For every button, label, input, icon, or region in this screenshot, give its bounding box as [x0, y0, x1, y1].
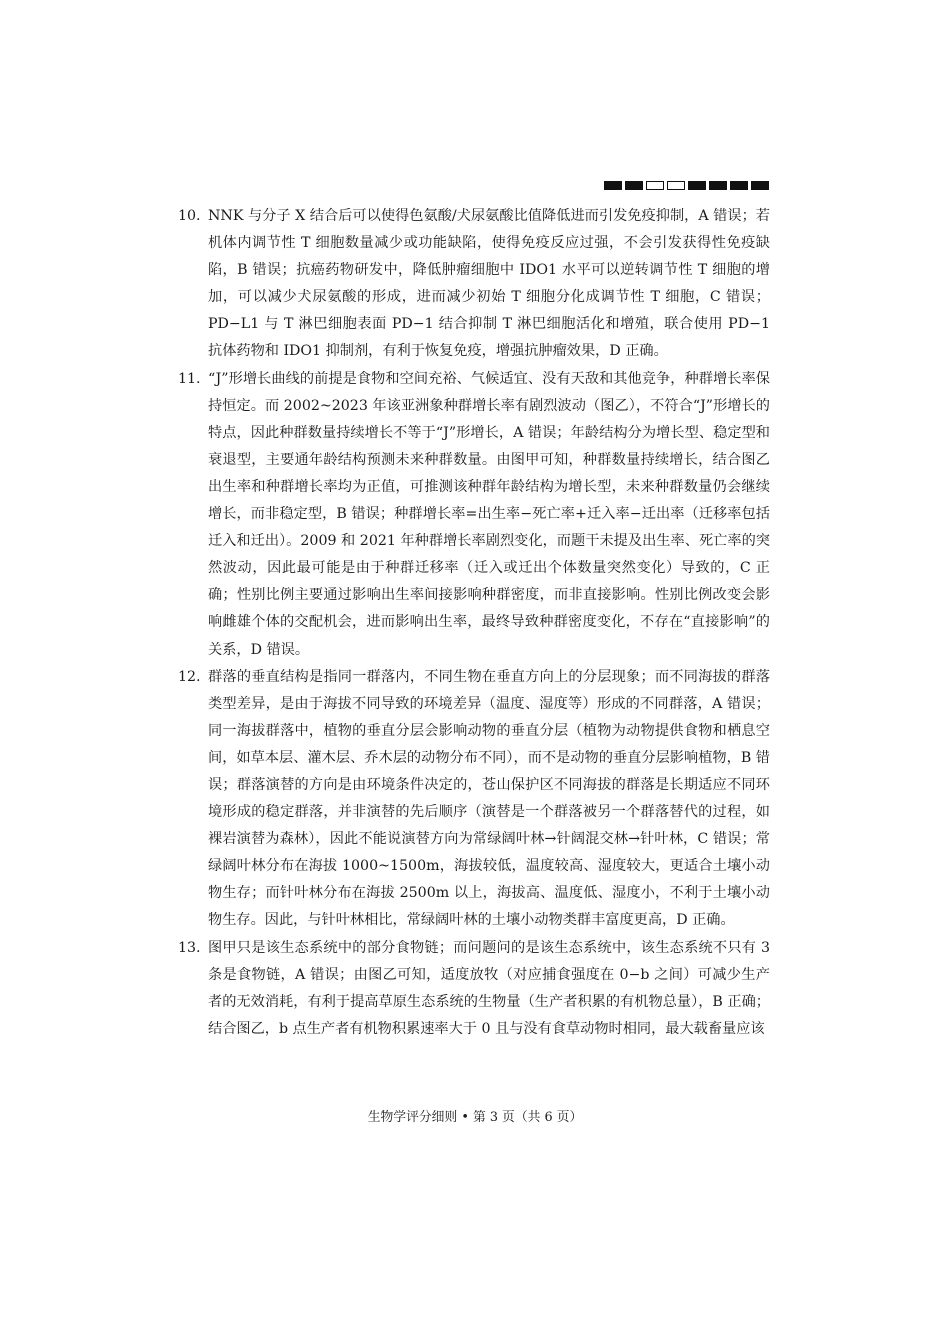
- filled-square-mark: [688, 181, 706, 190]
- item-number: 12.: [178, 668, 201, 685]
- answer-item-10: [178, 203, 770, 366]
- filled-square-mark: [751, 181, 769, 190]
- answer-explanations: [178, 203, 770, 1043]
- item-text: NNK 与分子 X 结合后可以使得色氨酸/犬尿氨酸比值降低进而引发免疫抑制，A 错误；若机体内调节性 T 细胞数量减少或功能缺陷，使得免疫反应过强，不会引发获得性免疫缺陷，B 错误；抗癌药物研发中，降低肿瘤细胞中 IDO1 水平可以逆转调节性 T 细胞的增加，可以减少犬尿氨酸的形成，进而减少初始 T 细胞分化成调节性 T 细胞，C 错误；PD−L1 与 T 淋巴细胞表面 PD−1 结合抑制 T 淋巴细胞活化和增殖，联合使用 PD−1 抗体药物和 IDO1 抑制剂，有利于恢复免疫，增强抗肿瘤效果，D 正确。: [208, 208, 770, 360]
- hollow-square-mark: [646, 181, 664, 190]
- page-footer: 生物学评分细则 • 第 3 页（共 6 页）: [367, 1110, 583, 1125]
- hollow-square-mark: [667, 181, 685, 190]
- item-number: 13.: [178, 939, 201, 956]
- answer-item-13: [178, 935, 770, 1043]
- answer-item-12: [178, 664, 770, 935]
- item-number: 11.: [178, 370, 201, 387]
- filled-square-mark: [625, 181, 643, 190]
- filled-square-mark: [730, 181, 748, 190]
- answer-item-11: [178, 366, 770, 664]
- filled-square-mark: [709, 181, 727, 190]
- item-text: “J”形增长曲线的前提是食物和空间充裕、气候适宜、没有天敌和其他竞争，种群增长率保持恒定。而 2002~2023 年该亚洲象种群增长率有剧烈波动（图乙），不符合“J”形增长的特点，因此种群数量持续增长不等于“J”形增长，A 错误；年龄结构分为增长型、稳定型和衰退型，主要通年龄结构预测未来种群数量。由图甲可知，种群数量持续增长，结合图乙出生率和种群增长率均为正值，可推测该种群年龄结构为增长型，未来种群数量仍会继续增长，而非稳定型，B 错误；种群增长率=出生率−死亡率+迁入率−迁出率（迁移率包括迁入和迁出）。2009 和 2021 年种群增长率剧烈变化，而题干未提及出生率、死亡率的突然波动，因此最可能是由于种群迁移率（迁入或迁出个体数量突然变化）导致的，C 正确；性别比例主要通过影响出生率间接影响种群密度，而非直接影响。性别比例改变会影响雌雄个体的交配机会，进而影响出生率，最终导致种群密度变化，不存在“直接影响”的关系，D 错误。: [208, 370, 770, 658]
- item-number: 10.: [178, 208, 201, 224]
- item-text: 群落的垂直结构是指同一群落内，不同生物在垂直方向上的分层现象；而不同海拔的群落类型差异，是由于海拔不同导致的环境差异（温度、湿度等）形成的不同群落，A 错误；同一海拔群落中，植物的垂直分层会影响动物的垂直分层（植物为动物提供食物和栖息空间，如草本层、灌木层、乔木层的动物分布不同），而不是动物的垂直分层影响植物，B 错误；群落演替的方向是由环境条件决定的，苍山保护区不同海拔的群落是长期适应不同环境形成的稳定群落，并非演替的先后顺序（演替是一个群落被另一个群落替代的过程，如裸岩演替为森林），因此不能说演替方向为常绿阔叶林→针阔混交林→针叶林，C 错误；常绿阔叶林分布在海拔 1000~1500m，海拔较低，温度较高、湿度较大，更适合土壤小动物生存；而针叶林分布在海拔 2500m 以上，海拔高、温度低、湿度小，不利于土壤小动物生存。因此，与针叶林相比，常绿阔叶林的土壤小动物类群丰富度更高，D 正确。: [208, 668, 770, 929]
- filled-square-mark: [604, 181, 622, 190]
- item-text: 图甲只是该生态系统中的部分食物链；而问题问的是该生态系统中，该生态系统不只有 3 条是食物链，A 错误；由图乙可知，适度放牧（对应捕食强度在 0−b 之间）可减少生产者的无效消耗，有利于提高草原生态系统的生物量（生产者积累的有机物总量），B 正确；结合图乙，b 点生产者有机物积累速率大于 0 且与没有食草动物时相同，最大载畜量应该: [208, 939, 770, 1037]
- section-marks: [604, 181, 769, 190]
